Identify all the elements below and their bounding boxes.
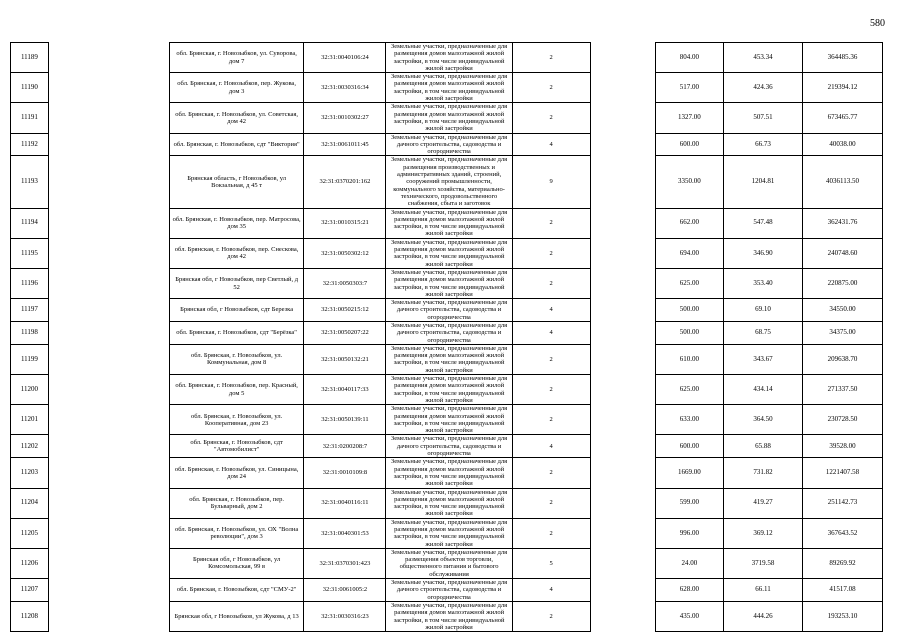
gap-cell — [48, 435, 169, 458]
cadastral-number-cell: 32:31:0010315:21 — [304, 208, 386, 238]
gap-cell — [590, 375, 655, 405]
gap-cell — [48, 458, 169, 488]
group-cell: 4 — [512, 579, 590, 602]
gap-cell — [48, 43, 169, 73]
land-use-cell: Земельные участки, предназначенные для размещения домов малоэтажной жилой застройки, в том числе индивидуальной жилой застройки — [386, 268, 512, 298]
table-row — [11, 43, 883, 73]
group-cell: 2 — [512, 518, 590, 548]
group-cell: 2 — [512, 458, 590, 488]
cadastral-value-cell: 240748.60 — [802, 238, 882, 268]
address-cell: обл. Брянская, г. Новозыбков, сдт "Виктория" — [169, 133, 304, 156]
cadastral-number-cell: 32:31:0061011:45 — [304, 133, 386, 156]
gap-cell — [48, 103, 169, 133]
cadastral-value-cell: 39528.00 — [802, 435, 882, 458]
specific-value-cell: 364.50 — [724, 405, 803, 435]
row-number: 11198 — [11, 321, 49, 344]
area-cell: 662.00 — [655, 208, 723, 238]
specific-value-cell: 731.82 — [724, 458, 803, 488]
area-cell: 599.00 — [655, 488, 723, 518]
gap-cell — [590, 601, 655, 631]
area-cell: 633.00 — [655, 405, 723, 435]
area-cell: 500.00 — [655, 299, 723, 322]
address-cell: Брянская обл, г Новозыбков, ул Комсомольская, 99 в — [169, 548, 304, 578]
specific-value-cell: 444.26 — [724, 601, 803, 631]
gap-cell — [48, 548, 169, 578]
land-use-cell: Земельные участки, предназначенные для дачного строительства, садоводства и огородничества — [386, 299, 512, 322]
table-body — [11, 43, 883, 632]
group-cell: 5 — [512, 548, 590, 578]
address-cell: обл. Брянская, г. Новозыбков, сдт "СМУ-2" — [169, 579, 304, 602]
table-row — [11, 344, 883, 374]
table-row — [11, 435, 883, 458]
gap-cell — [48, 488, 169, 518]
land-use-cell: Земельные участки, предназначенные для размещения домов малоэтажной жилой застройки, в том числе индивидуальной жилой застройки — [386, 601, 512, 631]
table-row — [11, 579, 883, 602]
land-use-cell: Земельные участки, предназначенные для размещения домов малоэтажной жилой застройки, в том числе индивидуальной жилой застройки — [386, 518, 512, 548]
table-row — [11, 375, 883, 405]
group-cell: 2 — [512, 103, 590, 133]
gap-cell — [48, 518, 169, 548]
area-cell: 625.00 — [655, 375, 723, 405]
cadastral-number-cell: 32:31:0050215:12 — [304, 299, 386, 322]
area-cell: 24.00 — [655, 548, 723, 578]
group-cell: 2 — [512, 488, 590, 518]
cadastral-number-cell: 32:31:0370201:162 — [304, 156, 386, 208]
address-cell: обл. Брянская, г. Новозыбков, пер. Бульварный, дом 2 — [169, 488, 304, 518]
gap-cell — [590, 73, 655, 103]
gap-cell — [590, 548, 655, 578]
area-cell: 610.00 — [655, 344, 723, 374]
row-number: 11201 — [11, 405, 49, 435]
gap-cell — [48, 299, 169, 322]
table-row — [11, 458, 883, 488]
row-number: 11191 — [11, 103, 49, 133]
specific-value-cell: 65.88 — [724, 435, 803, 458]
page-number: 580 — [870, 18, 885, 29]
land-use-cell: Земельные участки, предназначенные для размещения объектов торговли, общественного питания и бытового обслуживания — [386, 548, 512, 578]
land-use-cell: Земельные участки, предназначенные для размещения домов малоэтажной жилой застройки, в том числе индивидуальной жилой застройки — [386, 344, 512, 374]
land-use-cell: Земельные участки, предназначенные для размещения домов малоэтажной жилой застройки, в том числе индивидуальной жилой застройки — [386, 405, 512, 435]
row-number: 11200 — [11, 375, 49, 405]
specific-value-cell: 434.14 — [724, 375, 803, 405]
address-cell: обл. Брянская, г. Новозыбков, пер. Красный, дом 5 — [169, 375, 304, 405]
specific-value-cell: 1204.81 — [724, 156, 803, 208]
row-number: 11189 — [11, 43, 49, 73]
group-cell: 4 — [512, 321, 590, 344]
cadastral-value-cell: 362431.76 — [802, 208, 882, 238]
land-use-cell: Земельные участки, предназначенные для размещения домов малоэтажной жилой застройки, в том числе индивидуальной жилой застройки — [386, 73, 512, 103]
area-cell: 3350.00 — [655, 156, 723, 208]
cadastral-value-cell: 230728.50 — [802, 405, 882, 435]
cadastral-value-cell: 219394.12 — [802, 73, 882, 103]
group-cell: 2 — [512, 208, 590, 238]
area-cell: 1669.00 — [655, 458, 723, 488]
group-cell: 4 — [512, 435, 590, 458]
table-row — [11, 299, 883, 322]
row-number: 11208 — [11, 601, 49, 631]
cadastral-value-cell: 209638.70 — [802, 344, 882, 374]
row-number: 11190 — [11, 73, 49, 103]
land-use-cell: Земельные участки, предназначенные для дачного строительства, садоводства и огородничества — [386, 321, 512, 344]
table-row — [11, 238, 883, 268]
address-cell: Брянская обл, г Новозыбков, пер Светлый, д 52 — [169, 268, 304, 298]
gap-cell — [590, 405, 655, 435]
cadastral-number-cell: 32:31:0010109:8 — [304, 458, 386, 488]
group-cell: 2 — [512, 73, 590, 103]
land-use-cell: Земельные участки, предназначенные для размещения производственных и административных зданий, строений, сооружений промышленности, коммунального хозяйства, материально-технического, продовольственного снабжения, сбыта и заготовок — [386, 156, 512, 208]
table-row — [11, 488, 883, 518]
row-number: 11193 — [11, 156, 49, 208]
cadastral-value-cell: 271337.50 — [802, 375, 882, 405]
cadastral-value-cell: 34550.00 — [802, 299, 882, 322]
gap-cell — [590, 133, 655, 156]
area-cell: 996.00 — [655, 518, 723, 548]
gap-cell — [590, 208, 655, 238]
table-row — [11, 208, 883, 238]
group-cell: 2 — [512, 238, 590, 268]
table-row — [11, 321, 883, 344]
cadastral-number-cell: 32:31:0030316:23 — [304, 601, 386, 631]
group-cell: 2 — [512, 601, 590, 631]
gap-cell — [48, 238, 169, 268]
land-use-cell: Земельные участки, предназначенные для размещения домов малоэтажной жилой застройки, в том числе индивидуальной жилой застройки — [386, 103, 512, 133]
gap-cell — [590, 518, 655, 548]
specific-value-cell: 3719.58 — [724, 548, 803, 578]
address-cell: обл. Брянская, г. Новозыбков, пер. Матросова, дом 35 — [169, 208, 304, 238]
address-cell: обл. Брянская, г. Новозыбков, ул. Суворова, дом 7 — [169, 43, 304, 73]
land-use-cell: Земельные участки, предназначенные для размещения домов малоэтажной жилой застройки, в том числе индивидуальной жилой застройки — [386, 488, 512, 518]
cadastral-value-cell: 673465.77 — [802, 103, 882, 133]
group-cell: 2 — [512, 43, 590, 73]
gap-cell — [48, 375, 169, 405]
area-cell: 600.00 — [655, 435, 723, 458]
cadastral-number-cell: 32:31:0040301:53 — [304, 518, 386, 548]
cadastral-number-cell: 32:31:0040116:11 — [304, 488, 386, 518]
cadastral-number-cell: 32:31:0050132:21 — [304, 344, 386, 374]
area-cell: 804.00 — [655, 43, 723, 73]
land-use-cell: Земельные участки, предназначенные для размещения домов малоэтажной жилой застройки, в том числе индивидуальной жилой застройки — [386, 43, 512, 73]
gap-cell — [590, 268, 655, 298]
cadastral-value-cell: 40038.00 — [802, 133, 882, 156]
cadastral-value-cell: 34375.00 — [802, 321, 882, 344]
address-cell: Брянская обл, г Новозыбков, сдт Березка — [169, 299, 304, 322]
cadastral-number-cell: 32:31:0040117:33 — [304, 375, 386, 405]
table-row — [11, 548, 883, 578]
address-cell: обл. Брянская, г. Новозыбков, пер. Жукова, дом 3 — [169, 73, 304, 103]
cadastral-value-cell: 41517.08 — [802, 579, 882, 602]
gap-cell — [48, 133, 169, 156]
cadastral-number-cell: 32:31:0200208:7 — [304, 435, 386, 458]
row-number: 11194 — [11, 208, 49, 238]
gap-cell — [48, 321, 169, 344]
table-row — [11, 601, 883, 631]
gap-cell — [48, 73, 169, 103]
row-number: 11205 — [11, 518, 49, 548]
table-row — [11, 103, 883, 133]
specific-value-cell: 547.48 — [724, 208, 803, 238]
group-cell: 4 — [512, 299, 590, 322]
cadastral-number-cell: 32:31:0370301:423 — [304, 548, 386, 578]
land-use-cell: Земельные участки, предназначенные для дачного строительства, садоводства и огородничества — [386, 133, 512, 156]
row-number: 11203 — [11, 458, 49, 488]
gap-cell — [590, 299, 655, 322]
row-number: 11195 — [11, 238, 49, 268]
cadastral-number-cell: 32:31:0030316:34 — [304, 73, 386, 103]
cadastral-value-cell: 4036113.50 — [802, 156, 882, 208]
gap-cell — [590, 103, 655, 133]
cadastral-number-cell: 32:31:0050302:12 — [304, 238, 386, 268]
specific-value-cell: 66.73 — [724, 133, 803, 156]
gap-cell — [590, 43, 655, 73]
address-cell: Брянская обл, г Новозыбков, ул Жукова, д 13 — [169, 601, 304, 631]
specific-value-cell: 68.75 — [724, 321, 803, 344]
specific-value-cell: 369.12 — [724, 518, 803, 548]
cadastral-value-cell: 89269.92 — [802, 548, 882, 578]
cadastral-value-cell: 364485.36 — [802, 43, 882, 73]
specific-value-cell: 353.40 — [724, 268, 803, 298]
row-number: 11199 — [11, 344, 49, 374]
cadastral-value-table — [10, 42, 883, 632]
table-row — [11, 156, 883, 208]
group-cell: 4 — [512, 133, 590, 156]
gap-cell — [48, 344, 169, 374]
gap-cell — [590, 488, 655, 518]
gap-cell — [590, 238, 655, 268]
area-cell: 694.00 — [655, 238, 723, 268]
gap-cell — [48, 268, 169, 298]
land-use-cell: Земельные участки, предназначенные для размещения домов малоэтажной жилой застройки, в том числе индивидуальной жилой застройки — [386, 375, 512, 405]
cadastral-number-cell: 32:31:0061005:2 — [304, 579, 386, 602]
land-use-cell: Земельные участки, предназначенные для дачного строительства, садоводства и огородничества — [386, 435, 512, 458]
land-use-cell: Земельные участки, предназначенные для размещения домов малоэтажной жилой застройки, в том числе индивидуальной жилой застройки — [386, 238, 512, 268]
specific-value-cell: 69.10 — [724, 299, 803, 322]
area-cell: 600.00 — [655, 133, 723, 156]
cadastral-value-cell: 251142.73 — [802, 488, 882, 518]
gap-cell — [590, 435, 655, 458]
address-cell: обл. Брянская, г. Новозыбков, пер. Снескова, дом 42 — [169, 238, 304, 268]
area-cell: 628.00 — [655, 579, 723, 602]
specific-value-cell: 424.36 — [724, 73, 803, 103]
table-row — [11, 405, 883, 435]
land-use-cell: Земельные участки, предназначенные для дачного строительства, садоводства и огородничества — [386, 579, 512, 602]
row-number: 11197 — [11, 299, 49, 322]
area-cell: 517.00 — [655, 73, 723, 103]
area-cell: 1327.00 — [655, 103, 723, 133]
gap-cell — [48, 579, 169, 602]
cadastral-value-cell: 367643.52 — [802, 518, 882, 548]
table-row — [11, 518, 883, 548]
cadastral-number-cell: 32:31:0050207:22 — [304, 321, 386, 344]
address-cell: обл. Брянская, г. Новозыбков, ул. Кооперативная, дом 23 — [169, 405, 304, 435]
gap-cell — [590, 344, 655, 374]
table-row — [11, 73, 883, 103]
cadastral-value-cell: 1221407.58 — [802, 458, 882, 488]
specific-value-cell: 343.67 — [724, 344, 803, 374]
cadastral-value-cell: 220875.00 — [802, 268, 882, 298]
address-cell: обл. Брянская, г. Новозыбков, сдт "Автомобилист" — [169, 435, 304, 458]
address-cell: обл. Брянская, г. Новозыбков, сдт "Берёзка" — [169, 321, 304, 344]
row-number: 11204 — [11, 488, 49, 518]
row-number: 11196 — [11, 268, 49, 298]
gap-cell — [590, 458, 655, 488]
group-cell: 2 — [512, 375, 590, 405]
gap-cell — [48, 405, 169, 435]
area-cell: 625.00 — [655, 268, 723, 298]
gap-cell — [590, 321, 655, 344]
specific-value-cell: 346.90 — [724, 238, 803, 268]
address-cell: обл. Брянская, г. Новозыбков, ул. Синицына, дом 24 — [169, 458, 304, 488]
area-cell: 435.00 — [655, 601, 723, 631]
row-number: 11192 — [11, 133, 49, 156]
cadastral-value-cell: 193253.10 — [802, 601, 882, 631]
row-number: 11207 — [11, 579, 49, 602]
cadastral-number-cell: 32:31:0050303:7 — [304, 268, 386, 298]
area-cell: 500.00 — [655, 321, 723, 344]
address-cell: обл. Брянская, г. Новозыбков, ул. ОХ "Волна революции", дом 3 — [169, 518, 304, 548]
row-number: 11202 — [11, 435, 49, 458]
cadastral-number-cell: 32:31:0050139:11 — [304, 405, 386, 435]
group-cell: 2 — [512, 268, 590, 298]
row-number: 11206 — [11, 548, 49, 578]
table-row — [11, 268, 883, 298]
gap-cell — [48, 156, 169, 208]
specific-value-cell: 419.27 — [724, 488, 803, 518]
land-use-cell: Земельные участки, предназначенные для размещения домов малоэтажной жилой застройки, в том числе индивидуальной жилой застройки — [386, 458, 512, 488]
specific-value-cell: 453.34 — [724, 43, 803, 73]
group-cell: 9 — [512, 156, 590, 208]
address-cell: обл. Брянская, г. Новозыбков, ул. Советская, дом 42 — [169, 103, 304, 133]
specific-value-cell: 507.51 — [724, 103, 803, 133]
land-use-cell: Земельные участки, предназначенные для размещения домов малоэтажной жилой застройки, в том числе индивидуальной жилой застройки — [386, 208, 512, 238]
address-cell: обл. Брянская, г. Новозыбков, ул. Коммунальная, дом 8 — [169, 344, 304, 374]
group-cell: 2 — [512, 405, 590, 435]
gap-cell — [590, 156, 655, 208]
gap-cell — [590, 579, 655, 602]
group-cell: 2 — [512, 344, 590, 374]
address-cell: Брянская область, г Новозыбков, ул Вокзальная, д 45 т — [169, 156, 304, 208]
cadastral-number-cell: 32:31:0040106:24 — [304, 43, 386, 73]
gap-cell — [48, 208, 169, 238]
specific-value-cell: 66.11 — [724, 579, 803, 602]
gap-cell — [48, 601, 169, 631]
table-row — [11, 133, 883, 156]
cadastral-number-cell: 32:31:0010302:27 — [304, 103, 386, 133]
